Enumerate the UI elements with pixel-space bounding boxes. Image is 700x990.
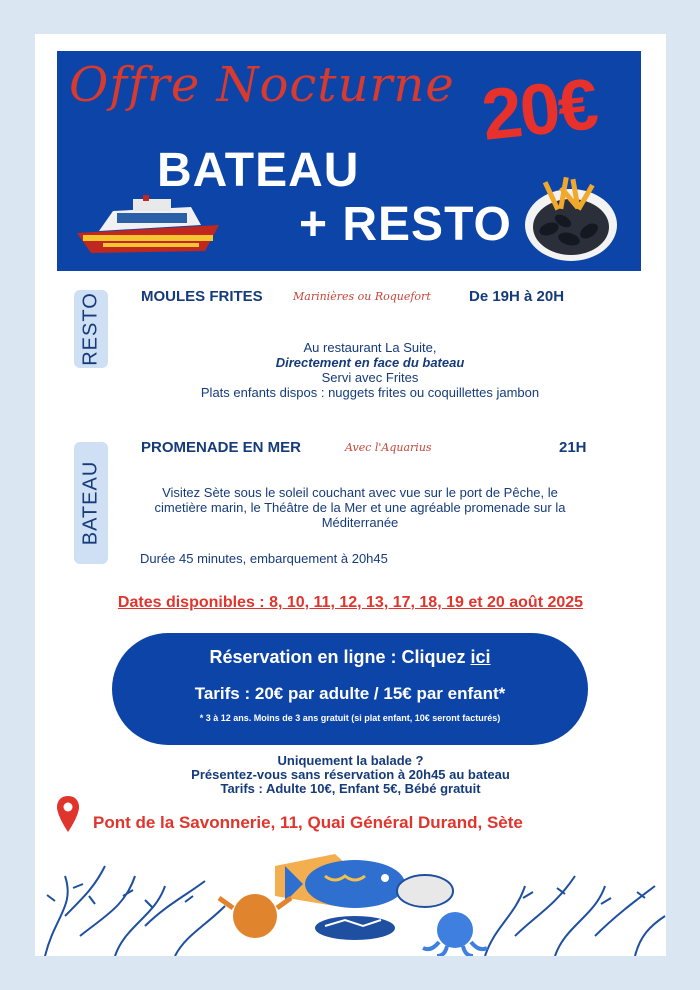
reservation-link[interactable]: ici — [470, 647, 491, 667]
balade-line-1: Uniquement la balade ? — [277, 753, 424, 768]
resto-script-note: Marinières ou Roquefort — [293, 290, 431, 303]
address: Pont de la Savonnerie, 11, Quai Général Durand, Sète — [93, 813, 523, 832]
resto-tab-label: RESTO — [79, 292, 102, 366]
balade-line-3: Tarifs : Adulte 10€, Enfant 5€, Bébé gratuit — [220, 781, 481, 796]
reservation-box — [112, 633, 588, 745]
offer-script-title: Offre Nocturne — [69, 57, 455, 113]
bateau-tab-label: BATEAU — [79, 460, 102, 546]
bateau-side-tab — [74, 442, 108, 564]
resto-time: De 19H à 20H — [469, 288, 565, 305]
flyer-sheet — [35, 34, 666, 956]
bateau-heading: PROMENADE EN MER — [141, 439, 302, 456]
reservation-line — [112, 647, 588, 668]
resto-description — [125, 340, 615, 400]
location-pin-icon — [55, 794, 81, 836]
header-banner — [57, 51, 641, 271]
price-badge: 20€ — [478, 64, 601, 156]
resto-heading: MOULES FRITES — [141, 288, 263, 305]
bateau-description: Visitez Sète sous le soleil couchant avec vue sur le port de Pêche, le cimetière marin, le Théâtre de la Mer et une agréable promenade sur la Méditerranée — [154, 485, 566, 530]
title-resto: + RESTO — [299, 198, 512, 251]
resto-line-2: Directement en face du bateau — [275, 355, 465, 370]
reservation-footnote: * 3 à 12 ans. Moins de 3 ans gratuit (si plat enfant, 10€ seront facturés) — [199, 713, 501, 723]
sea-life-illustration — [35, 846, 666, 956]
balade-info — [35, 754, 666, 796]
bateau-script-note: Avec l'Aquarius — [345, 441, 432, 454]
resto-line-1: Au restaurant La Suite, — [303, 340, 437, 355]
title-bateau: BATEAU — [157, 144, 360, 197]
balade-line-2: Présentez-vous sans réservation à 20h45 au bateau — [191, 767, 510, 782]
reservation-tarifs: Tarifs : 20€ par adulte / 15€ par enfant* — [194, 684, 506, 703]
bateau-time: 21H — [559, 439, 587, 456]
bateau-duration: Durée 45 minutes, embarquement à 20h45 — [140, 551, 388, 566]
resto-line-4: Plats enfants dispos : nuggets frites ou coquillettes jambon — [200, 385, 540, 400]
resto-side-tab — [74, 290, 108, 368]
boat-image — [73, 191, 223, 261]
resto-line-3: Servi avec Frites — [321, 370, 419, 385]
mussels-fries-plate-image — [519, 167, 619, 267]
reservation-prefix: Réservation en ligne : Cliquez — [209, 647, 471, 667]
available-dates: Dates disponibles : 8, 10, 11, 12, 13, 17, 18, 19 et 20 août 2025 — [117, 594, 584, 611]
